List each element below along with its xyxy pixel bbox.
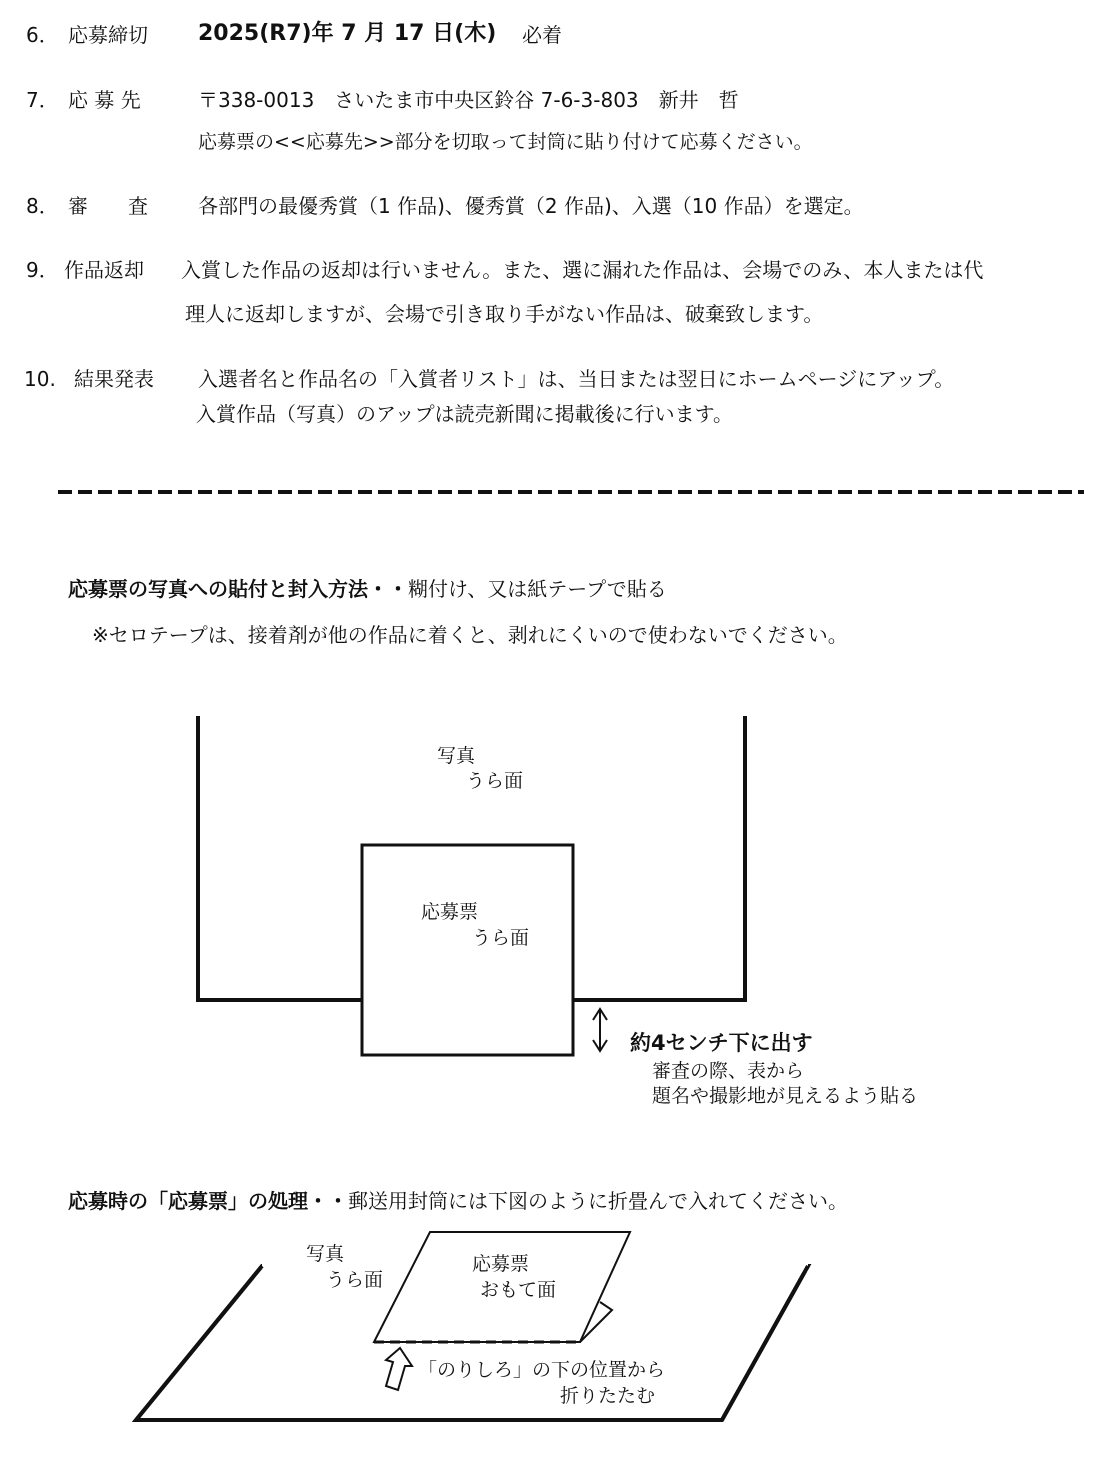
deadline-date: 2025(R7)年 7 月 17 日(木) <box>198 21 497 46</box>
section-heading-rest: 糊付け、又は紙テープで貼る <box>408 577 667 601</box>
item-label: 結果発表 <box>74 367 154 391</box>
photo-outline <box>198 716 362 1000</box>
fold-arrow <box>386 1348 412 1390</box>
address: 〒338-0013 さいたま市中央区鈴谷 7-6-3-803 新井 哲 <box>198 88 739 112</box>
photo-side-label: うら面 <box>466 770 524 792</box>
item-number: 9． <box>26 258 59 282</box>
fold-instruction-line1: 「のりしろ」の下の位置から <box>418 1359 666 1381</box>
item-label: 応募締切 <box>68 23 148 47</box>
return-text-line2: 理人に返却しますが、会場で引き取り手がない作品は、破棄致します。 <box>185 302 824 326</box>
section-heading-line <box>68 1188 848 1214</box>
section-heading-line <box>68 576 667 602</box>
offset-note-line2: 題名や撮影地が見えるよう貼る <box>652 1085 919 1107</box>
item-number: 8． <box>26 194 59 218</box>
photo-outline-right <box>573 716 745 1000</box>
item-number: 6． <box>26 23 59 47</box>
form-side-label: おもて面 <box>480 1279 557 1301</box>
photo-right-edge <box>722 1266 808 1420</box>
offset-note-line1: 審査の際、表から <box>652 1060 805 1082</box>
judging-text: 各部門の最優秀賞（1 作品)、優秀賞（2 作品)、入選（10 作品）を選定。 <box>198 194 864 218</box>
item-label: 応 募 先 <box>68 88 141 112</box>
entry-form-box <box>362 845 573 1055</box>
section-heading: 応募票の写真への貼付と封入方法・・ <box>68 577 408 601</box>
section-heading-rest: 郵送用封筒には下図のように折畳んで入れてください。 <box>348 1189 848 1213</box>
item-label: 審 査 <box>68 194 148 218</box>
deadline-suffix: 必着 <box>522 23 562 47</box>
photo-label: 写真 <box>437 745 476 767</box>
item-number: 10. <box>24 367 56 391</box>
tape-warning: ※セロテープは、接着剤が他の作品に着くと、剥れにくいので使わないでください。 <box>92 623 848 647</box>
form-side-label: うら面 <box>472 927 530 949</box>
results-text-line2: 入賞作品（写真）のアップは読売新聞に掲載後に行います。 <box>196 402 733 426</box>
offset-label: 約4センチ下に出す <box>630 1031 813 1055</box>
photo-label: 写真 <box>306 1243 345 1265</box>
return-text-line1: 入賞した作品の返却は行いません。また、選に漏れた作品は、会場でのみ、本人または代 <box>181 258 984 282</box>
item-number: 7． <box>26 88 59 112</box>
fold-instruction-line2: 折りたたむ <box>560 1385 656 1407</box>
item-label: 作品返却 <box>64 258 144 282</box>
form-label: 応募票 <box>472 1253 530 1275</box>
photo-side-label: うら面 <box>326 1269 384 1291</box>
photo-left-edge <box>136 1266 262 1420</box>
form-label: 応募票 <box>421 901 479 923</box>
address-note: 応募票の<<応募先>>部分を切取って封筒に貼り付けて応募ください。 <box>198 131 813 153</box>
section-heading: 応募時の「応募票」の処理・・ <box>68 1189 348 1213</box>
results-text-line1: 入選者名と作品名の「入賞者リスト」は、当日または翌日にホームページにアップ。 <box>198 367 955 391</box>
